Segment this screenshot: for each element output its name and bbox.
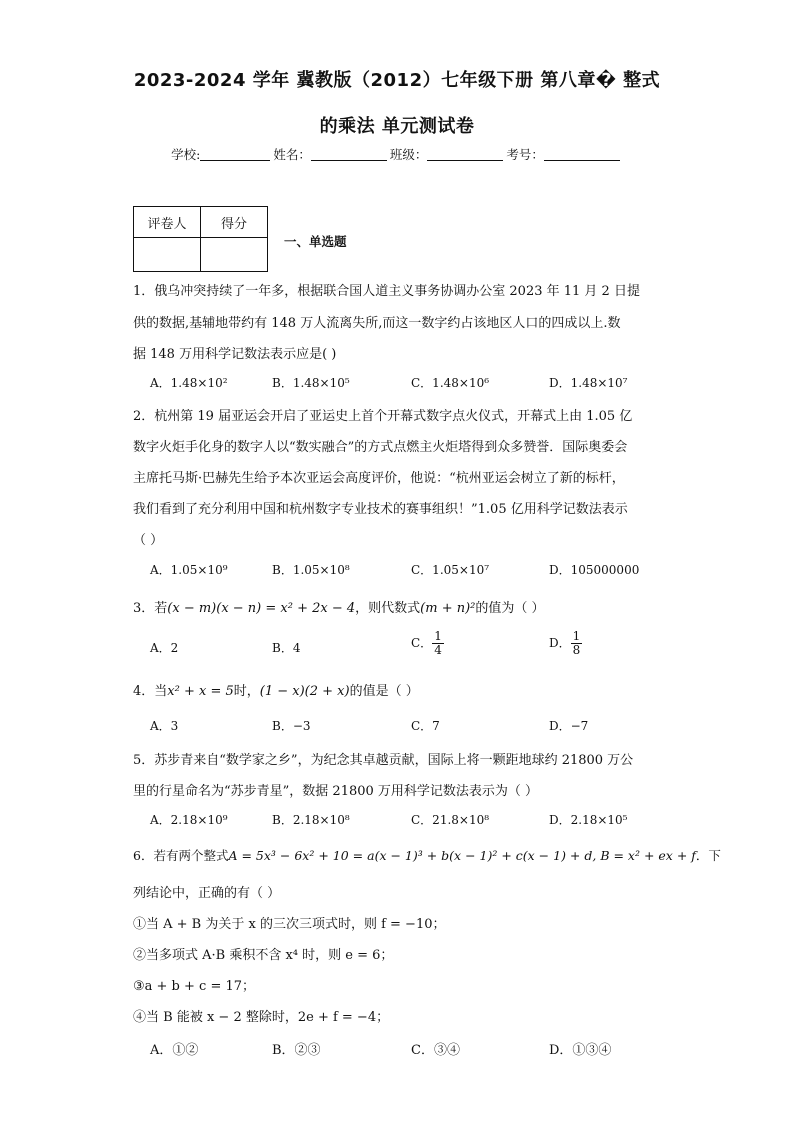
q4-prefix: 4．当 xyxy=(133,684,168,699)
q1-option-c[interactable]: C．1.48×10⁶ xyxy=(411,376,490,390)
q5-option-d[interactable]: D．2.18×10⁵ xyxy=(549,813,628,827)
q2-line-5: （ ） xyxy=(133,533,164,548)
section-title: 一、单选题 xyxy=(284,234,347,249)
grader-header: 评卷人 xyxy=(134,207,201,238)
q1-line-2: 供的数据,基辅地带约有 148 万人流离失所,而这一数字约占该地区人口的四成以上.数 xyxy=(133,316,621,331)
student-info-row xyxy=(0,145,794,163)
q2-option-a[interactable]: A．1.05×10⁹ xyxy=(150,563,228,577)
school-label: 学校: xyxy=(171,147,201,162)
q1-option-d[interactable]: D．1.48×10⁷ xyxy=(549,376,628,390)
q4-option-c[interactable]: C．7 xyxy=(411,719,440,733)
score-table xyxy=(133,206,268,272)
q5-line-1: 5．苏步青来自“数学家之乡”，为纪念其卓越贡献，国际上将一颗距地球约 21800 万公 xyxy=(133,753,634,768)
q3-d-denominator: 8 xyxy=(572,643,581,657)
q3-expression: (x − m)(x − n) = x² + 2x − 4 xyxy=(167,601,356,616)
q6-suffix: ．下 xyxy=(695,848,721,863)
school-blank[interactable] xyxy=(200,148,270,161)
q4-expression: x² + x = 5 xyxy=(167,684,234,699)
q6-option-b[interactable]: B．②③ xyxy=(272,1043,321,1058)
q4-option-d[interactable]: D．−7 xyxy=(549,719,589,733)
q3-option-b[interactable]: B．4 xyxy=(272,641,301,655)
q4-option-a[interactable]: A．3 xyxy=(150,719,179,733)
q6-option-c[interactable]: C．③④ xyxy=(411,1043,460,1058)
name-blank[interactable] xyxy=(311,148,387,161)
q1-option-b[interactable]: B．1.48×10⁵ xyxy=(272,376,350,390)
class-blank[interactable] xyxy=(427,148,503,161)
q6-prefix: 6．若有两个整式 xyxy=(133,848,229,863)
q6-option-d[interactable]: D．①③④ xyxy=(549,1043,612,1058)
class-label: 班级： xyxy=(389,147,428,162)
q5-option-a[interactable]: A．2.18×10⁹ xyxy=(150,813,228,827)
q1-option-a[interactable]: A．1.48×10² xyxy=(150,376,228,390)
q6-statement-1: ①当 A + B 为关于 x 的三次三项式时，则 f = −10； xyxy=(133,917,446,932)
q3-c-numerator: 1 xyxy=(434,629,442,643)
q3-option-c[interactable] xyxy=(411,630,444,657)
q6-statement-3: ③a + b + c = 17； xyxy=(133,979,256,994)
q3-c-denominator: 4 xyxy=(434,643,442,657)
q3-suffix: 的值为（ ） xyxy=(475,601,545,616)
q3-middle: ，则代数式 xyxy=(355,601,421,616)
title-line-2: 的乘法 单元测试卷 xyxy=(319,116,475,137)
q3-option-d-label: D． xyxy=(549,636,571,650)
q3-prefix: 3．若 xyxy=(133,601,168,616)
q2-option-c[interactable]: C．1.05×10⁷ xyxy=(411,563,490,577)
score-header: 得分 xyxy=(201,207,268,238)
q1-line-1: 1．俄乌冲突持续了一年多，根据联合国人道主义事务协调办公室 2023 年 11 月 2 日提 xyxy=(133,284,640,299)
name-label: 姓名： xyxy=(273,147,311,162)
q6-line-1 xyxy=(133,846,721,864)
title-line-1: 2023-2024 学年 冀教版（2012）七年级下册 第八章� 整式 xyxy=(133,70,661,91)
q3-d-numerator: 1 xyxy=(572,629,581,643)
q4-expression-2: (1 − x)(2 + x) xyxy=(259,684,350,699)
q5-line-2: 里的行星命名为“苏步青星”，数据 21800 万用科学记数法表示为（ ） xyxy=(133,784,539,799)
q2-line-1: 2．杭州第 19 届亚运会开启了亚运史上首个开幕式数字点火仪式，开幕式上由 1.05 亿 xyxy=(133,409,633,424)
q6-line-2: 列结论中，正确的有（ ） xyxy=(133,886,281,901)
grader-cell[interactable] xyxy=(134,238,201,272)
q3-option-d-fraction xyxy=(571,630,583,657)
q6-statement-4: ④当 B 能被 x − 2 整除时，2e + f = −4； xyxy=(133,1010,390,1025)
q3-option-d[interactable] xyxy=(549,630,582,657)
number-label: 考号： xyxy=(506,147,544,162)
q1-line-3: 据 148 万用科学记数法表示应是( ) xyxy=(133,347,337,362)
q6-option-a[interactable]: A．①② xyxy=(150,1043,199,1058)
q3-option-c-fraction xyxy=(432,630,444,657)
q3-option-c-label: C． xyxy=(411,636,433,650)
q3-option-a[interactable]: A．2 xyxy=(150,641,179,655)
q3-expression-2: (m + n)² xyxy=(420,601,476,616)
q2-option-b[interactable]: B．1.05×10⁸ xyxy=(272,563,350,577)
q5-option-b[interactable]: B．2.18×10⁸ xyxy=(272,813,350,827)
q2-line-3: 主席托马斯·巴赫先生给予本次亚运会高度评价，他说：“杭州亚运会树立了新的标杆， xyxy=(133,471,625,486)
q2-line-4: 我们看到了充分利用中国和杭州数字专业技术的赛事组织！”1.05 亿用科学记数法表示 xyxy=(133,502,628,517)
score-cell[interactable] xyxy=(201,238,268,272)
q3-line-1 xyxy=(133,597,663,616)
q6-statement-2: ②当多项式 A·B 乘积不含 x⁴ 时，则 e = 6； xyxy=(133,948,394,963)
q5-option-c[interactable]: C．21.8×10⁸ xyxy=(411,813,490,827)
q2-line-2: 数字火炬手化身的数字人以“数实融合”的方式点燃主火炬塔得到众多赞誉．国际奥委会 xyxy=(133,440,628,455)
q4-line-1 xyxy=(133,680,663,699)
q4-suffix: 的值是（ ） xyxy=(349,684,419,699)
number-blank[interactable] xyxy=(544,148,620,161)
q4-option-b[interactable]: B．−3 xyxy=(272,719,311,733)
q6-expression: A = 5x³ − 6x² + 10 = a(x − 1)³ + b(x − 1)² + c(x − 1) + d, B = x² + ex + f xyxy=(228,848,696,863)
q2-option-d[interactable]: D．105000000 xyxy=(549,563,640,577)
q4-middle: 时， xyxy=(233,684,260,699)
